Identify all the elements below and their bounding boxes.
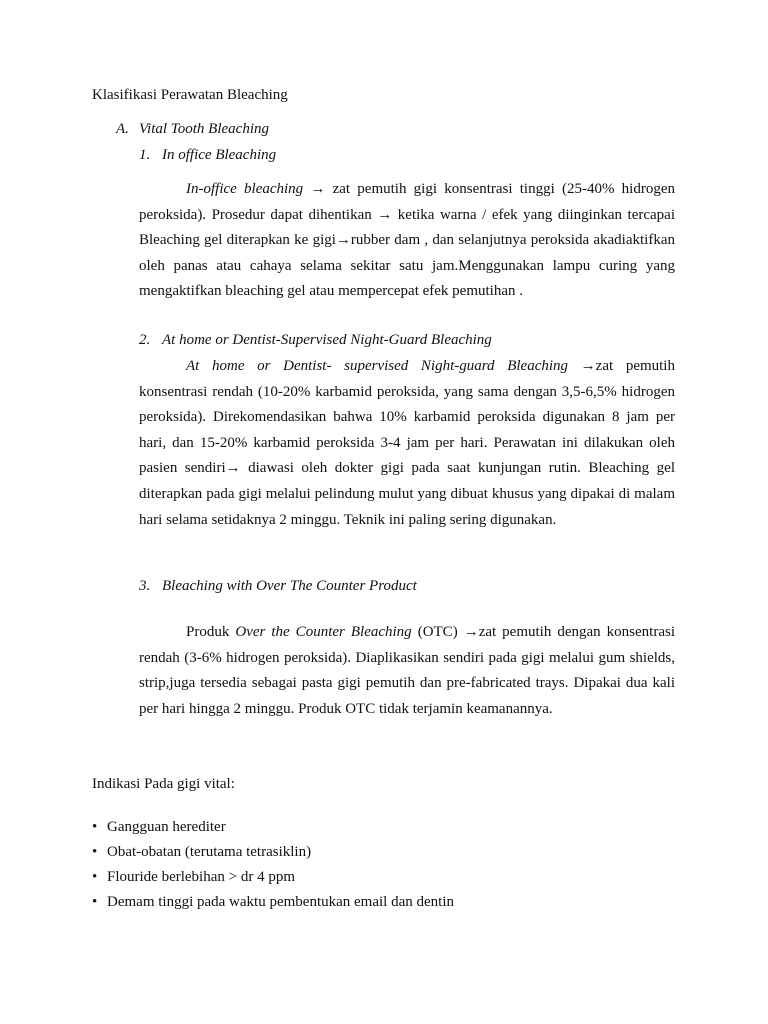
item-3-body: (OTC) →zat pemutih dengan konsentrasi rendah (3-6% hidrogen peroksida). Diaplikasikan sendiri pada gigi melalui gum shields, strip,juga tersedia sebagai pasta gigi pemutih dan pre-fabricated trays. Dipakai dua kali per hari hingga 2 minggu. Produk OTC tidak terjamin keamanannya. bbox=[139, 624, 675, 717]
item-3-number: 3. bbox=[139, 578, 151, 594]
item-3-lead: Over the Counter Bleaching bbox=[235, 624, 412, 640]
section-a-heading bbox=[116, 121, 269, 138]
item-1-heading bbox=[139, 147, 276, 164]
item-3-title: Bleaching with Over The Counter Product bbox=[162, 578, 417, 594]
bullet-icon: • bbox=[92, 894, 98, 910]
item-2-lead: At home or Dentist- supervised Night-guard Bleaching bbox=[186, 358, 569, 374]
list-item bbox=[92, 894, 454, 911]
list-item bbox=[92, 869, 295, 886]
bullet-icon: • bbox=[92, 844, 98, 860]
list-item-text: Flouride berlebihan > dr 4 ppm bbox=[107, 869, 296, 885]
section-a-marker: A. bbox=[116, 121, 129, 137]
bullet-icon: • bbox=[92, 819, 98, 835]
item-2-heading bbox=[139, 332, 492, 349]
list-item-text: Obat-obatan (terutama tetrasiklin) bbox=[107, 844, 312, 860]
item-1-title: In office Bleaching bbox=[162, 147, 277, 163]
item-2-title: At home or Dentist-Supervised Night-Guard Bleaching bbox=[162, 332, 492, 348]
item-2-paragraph bbox=[139, 354, 675, 533]
indikasi-heading: Indikasi Pada gigi vital: bbox=[92, 776, 235, 792]
section-a-label: Vital Tooth Bleaching bbox=[139, 121, 269, 137]
bullet-icon: • bbox=[92, 869, 98, 885]
list-item bbox=[92, 819, 226, 836]
item-1-lead: In-office bleaching bbox=[186, 181, 304, 197]
list-item-text: Demam tinggi pada waktu pembentukan email dan dentin bbox=[107, 894, 454, 910]
list-item bbox=[92, 844, 311, 861]
item-3-heading bbox=[139, 578, 417, 595]
item-2-body: →zat pemutih konsentrasi rendah (10-20% karbamid peroksida, yang sama dengan 3,5-6,5% hidrogen peroksida). Direkomendasikan bahwa 10% karbamid peroksida digunakan 8 jam per hari, dan 15-20% karbamid peroksida 3-4 jam per hari. Perawatan ini dilakukan oleh pasien sendiri→ diawasi oleh dokter gigi pada saat kunjungan rutin. Bleaching gel diterapkan pada gigi melalui pelindung mulut yang dibuat khusus yang dipakai di malam hari selama setidaknya 2 minggu. Teknik ini paling sering digunakan. bbox=[139, 358, 675, 528]
item-1-body: → zat pemutih gigi konsentrasi tinggi (25-40% hidrogen peroksida). Prosedur dapat dihentikan → ketika warna / efek yang diinginkan tercapai Bleaching gel diterapkan ke gigi→rubber dam , dan selanjutnya peroksida akadiaktifkan oleh panas atau cahaya selama sekitar satu jam.Menggunakan lampu curing yang mengaktifkan bleaching gel atau mempercepat efek pemutihan . bbox=[139, 181, 676, 300]
item-3-paragraph bbox=[139, 620, 675, 722]
item-3-pre: Produk bbox=[186, 624, 236, 640]
item-1-number: 1. bbox=[139, 147, 151, 163]
item-2-number: 2. bbox=[139, 332, 151, 348]
item-1-paragraph bbox=[139, 177, 675, 305]
document-title: Klasifikasi Perawatan Bleaching bbox=[92, 87, 288, 103]
list-item-text: Gangguan herediter bbox=[107, 819, 226, 835]
